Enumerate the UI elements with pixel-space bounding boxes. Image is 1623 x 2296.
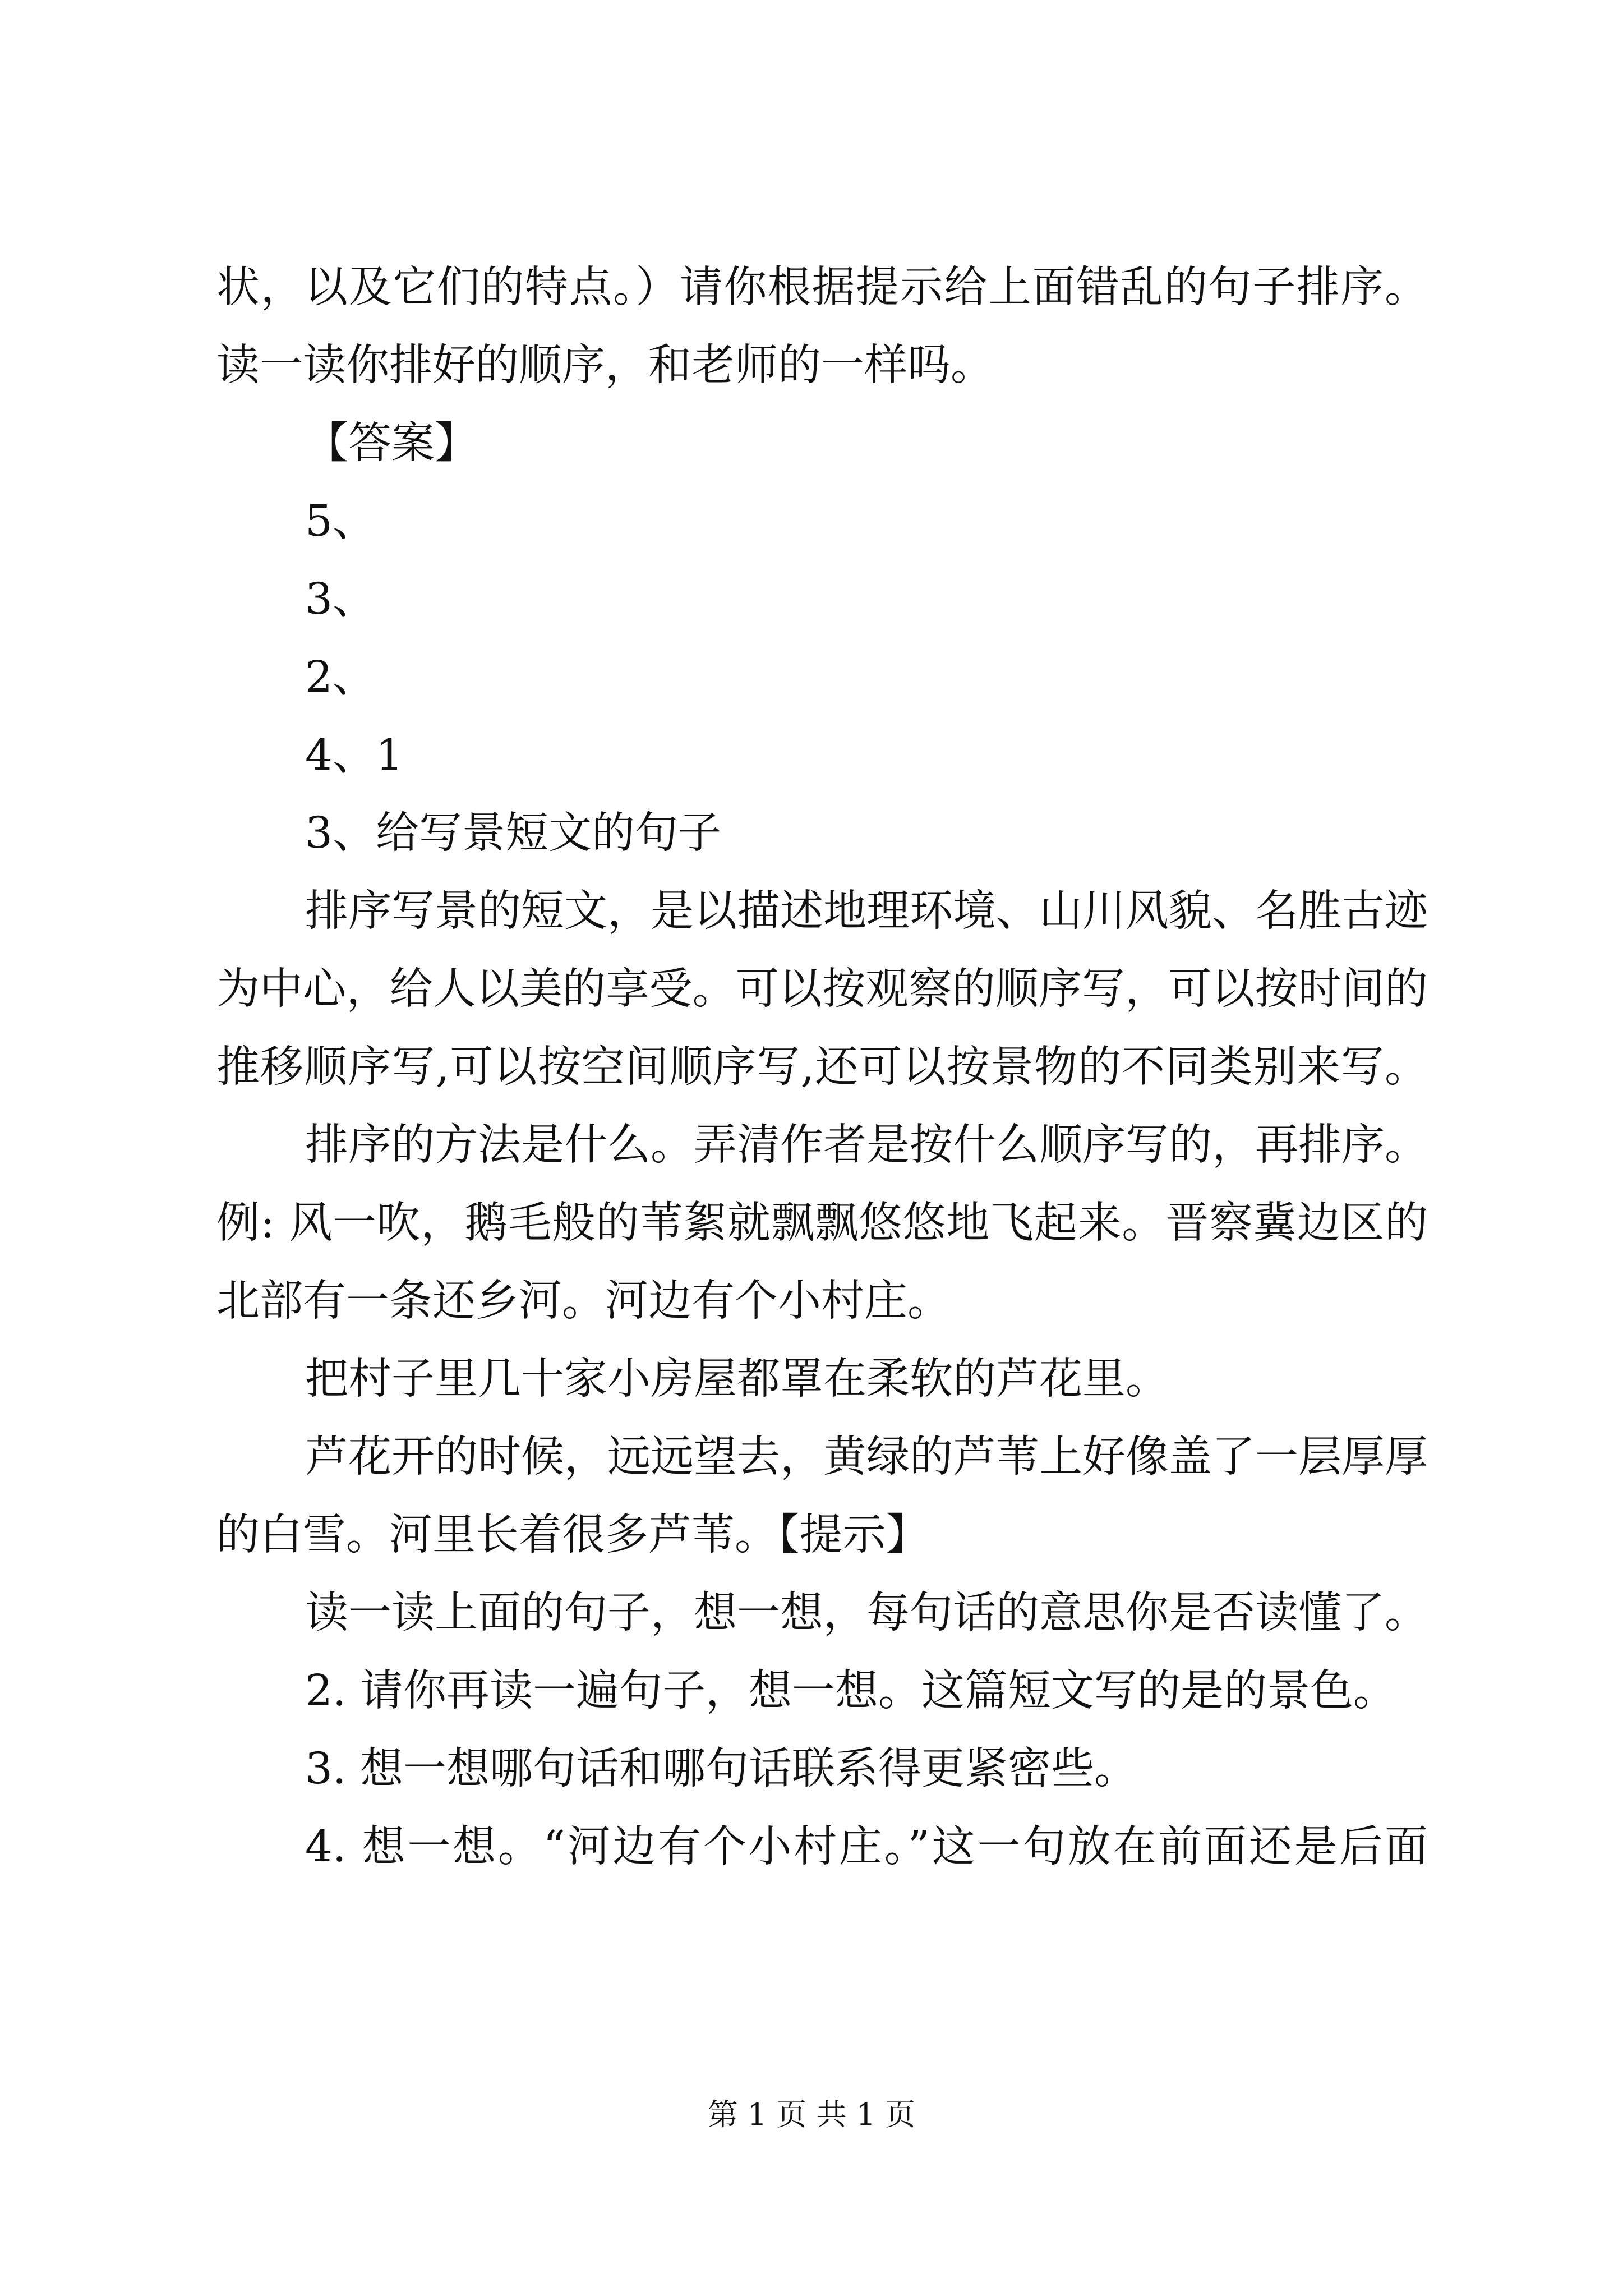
text-line: 排序的方法是什么。弄清作者是按什么顺序写的，再排序。 <box>305 1120 1428 1170</box>
answer-item: 4、1 <box>305 730 403 780</box>
text-line: 读一读你排好的顺序，和老师的一样吗。 <box>216 341 994 390</box>
text-line: 北部有一条还乡河。河边有个小村庄。 <box>216 1276 951 1326</box>
text-line: 状，以及它们的特点。）请你根据提示给上面错乱的句子排序。 <box>216 263 1428 312</box>
answer-item: 2、 <box>305 652 376 702</box>
text-line: 推移顺序写,可以按空间顺序写,还可以按景物的不同类别来写。 <box>216 1042 1428 1092</box>
text-line: 3. 想一想哪句话和哪句话联系得更紧密些。 <box>305 1744 1137 1794</box>
answer-item: 5、 <box>305 496 376 546</box>
section-heading: 3、给写景短文的句子 <box>305 808 721 858</box>
answer-heading: 【答案】 <box>305 418 478 468</box>
text-line: 2. 请你再读一遍句子，想一想。这篇短文写的是的景色。 <box>305 1666 1396 1716</box>
answer-item: 3、 <box>305 574 376 624</box>
text-line: 4. 想一想。“河边有个小村庄。”这一句放在前面还是后面 <box>305 1822 1428 1872</box>
text-line: 为中心，给人以美的享受。可以按观察的顺序写，可以按时间的 <box>216 964 1428 1014</box>
text-line: 读一读上面的句子，想一想，每句话的意思你是否读懂了。 <box>305 1588 1428 1638</box>
text-line: 例: 风一吹，鹅毛般的苇絮就飘飘悠悠地飞起来。晋察冀边区的 <box>216 1198 1428 1248</box>
text-line: 芦花开的时候，远远望去，黄绿的芦苇上好像盖了一层厚厚 <box>305 1432 1428 1482</box>
text-line: 的白雪。河里长着很多芦苇。【提示】 <box>216 1510 929 1560</box>
text-line: 把村子里几十家小房屋都罩在柔软的芦花里。 <box>305 1354 1169 1404</box>
text-line: 排序写景的短文，是以描述地理环境、山川风貌、名胜古迹 <box>305 886 1428 936</box>
page-number-footer: 第 1 页 共 1 页 <box>707 2097 916 2132</box>
